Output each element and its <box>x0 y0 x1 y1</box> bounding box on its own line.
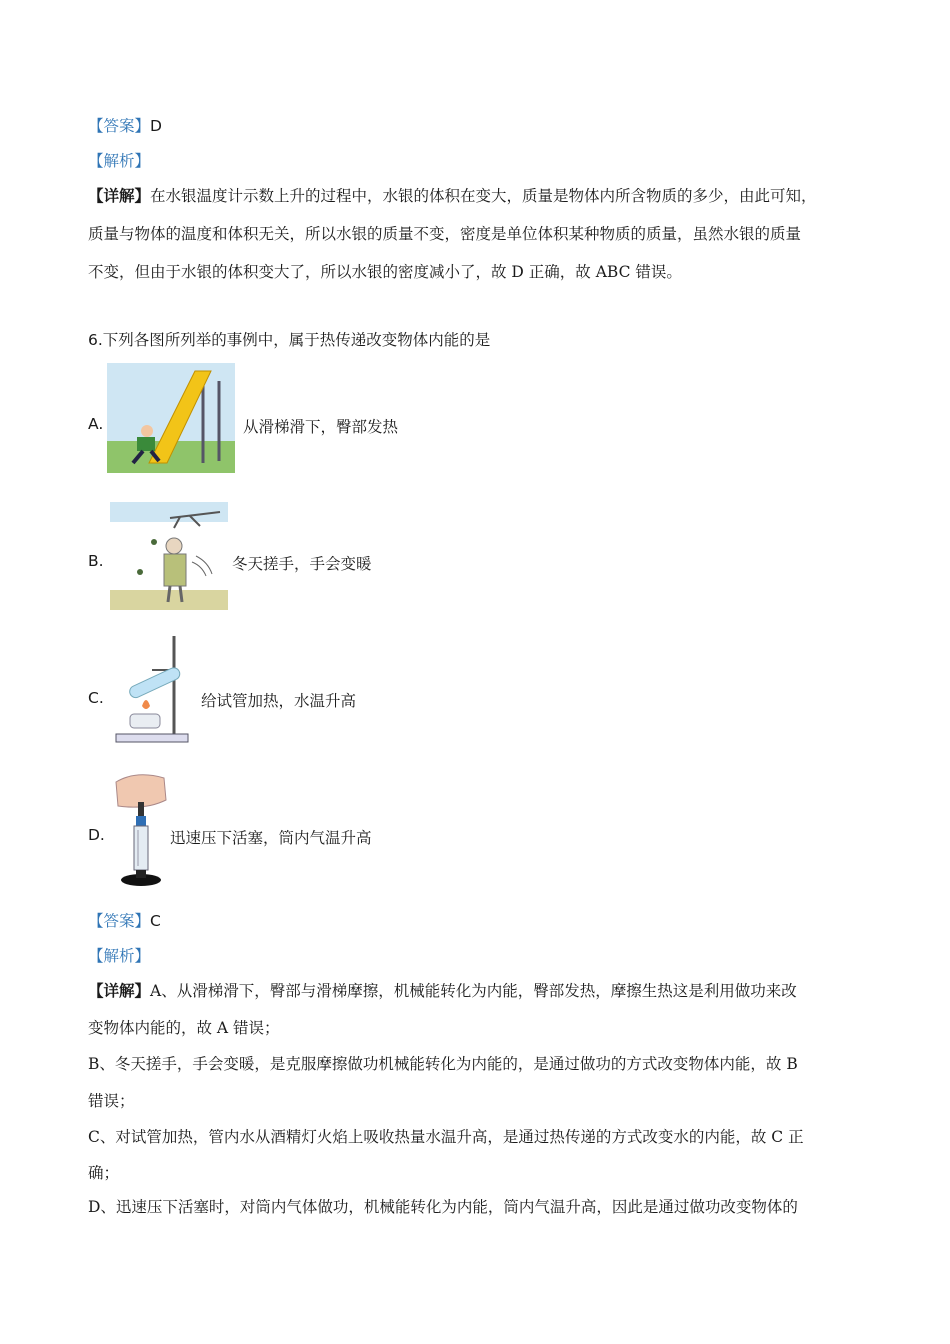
option-d-text: 迅速压下活塞，筒内气温升高 <box>170 829 372 847</box>
q6-analysis-tag: 【解析】 <box>88 947 151 965</box>
q6-detail-line-3: B、冬天搓手，手会变暖，是克服摩擦做功机械能转化为内能的，是通过做功的方式改变物体内能，故 B <box>88 1055 798 1073</box>
detail-tag: 【详解】 <box>88 981 151 1000</box>
option-d-letter: D. <box>88 826 105 844</box>
q5-detail-line-1: 【详解】在水银温度计示数上升的过程中，水银的体积在变大，质量是物体内所含物质的多少，由此可知， <box>88 186 817 205</box>
heating-test-tube-illustration-icon <box>112 634 192 746</box>
q6-detail-line-6: 确； <box>88 1164 120 1182</box>
rubbing-hands-illustration-icon <box>110 502 228 610</box>
q6-detail-line-4: 错误； <box>88 1092 135 1110</box>
q6-stem: 6.下列各图所列举的事例中，属于热传递改变物体内能的是 <box>88 331 491 349</box>
option-b-letter: B. <box>88 552 104 570</box>
answer-value: D <box>150 117 162 135</box>
q6-detail-line-7: D、迅速压下活塞时，对筒内气体做功，机械能转化为内能，筒内气温升高，因此是通过做功改变物体的 <box>88 1198 798 1216</box>
answer-tag: 【答案】 <box>88 912 151 930</box>
question-number: 6. <box>88 331 103 349</box>
q6-detail-line-2: 变物体内能的，故 A 错误； <box>88 1019 280 1037</box>
q5-analysis-tag: 【解析】 <box>88 152 151 170</box>
q5-answer-line <box>88 115 162 137</box>
answer-value: C <box>150 912 161 930</box>
q6-detail-line-5: C、对试管加热，管内水从酒精灯火焰上吸收热量水温升高，是通过热传递的方式改变水的内能，故 C 正 <box>88 1128 804 1146</box>
q6-answer-line <box>88 910 161 932</box>
option-a-text: 从滑梯滑下，臀部发热 <box>243 418 399 436</box>
option-c-text: 给试管加热，水温升高 <box>201 692 357 710</box>
option-b-text: 冬天搓手，手会变暖 <box>232 555 372 573</box>
piston-compression-illustration-icon <box>114 772 168 890</box>
detail-tag: 【详解】 <box>88 186 151 205</box>
q5-detail-line-3: 不变，但由于水银的体积变大了，所以水银的密度减小了，故 D 正确，故 ABC 错误。 <box>88 263 682 281</box>
q6-detail-line-1: 【详解】A、从滑梯滑下，臀部与滑梯摩擦，机械能转化为内能，臀部发热，摩擦生热这是利用做功来改 <box>88 981 797 1000</box>
q5-detail-line-2: 质量与物体的温度和体积无关，所以水银的质量不变，密度是单位体积某种物质的质量，虽然水银的质量 <box>88 225 802 243</box>
slide-illustration-icon <box>107 363 235 473</box>
answer-tag: 【答案】 <box>88 117 151 135</box>
option-c-letter: C. <box>88 689 104 707</box>
option-a-letter: A. <box>88 415 104 433</box>
